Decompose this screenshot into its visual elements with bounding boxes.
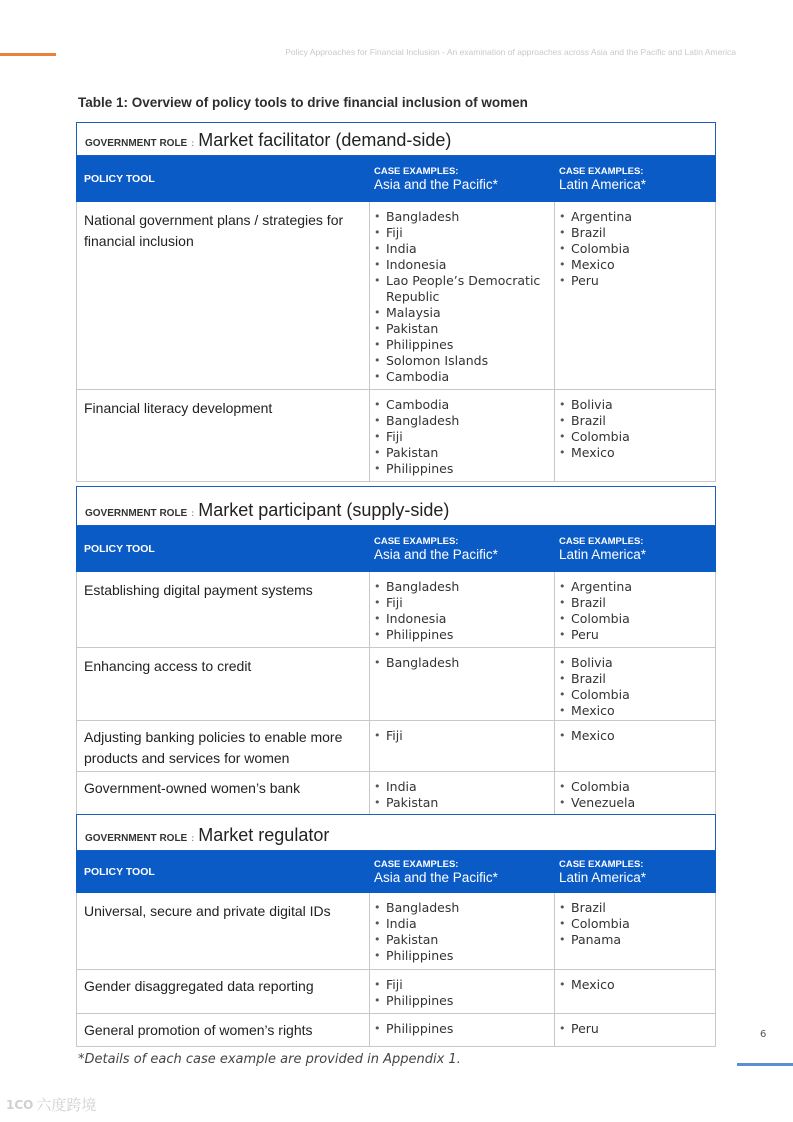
column-header-row bbox=[76, 526, 716, 572]
policy-tool-cell: Financial literacy development bbox=[77, 390, 370, 481]
section-market-facilitator bbox=[76, 122, 716, 482]
case-example-item: • Pakistan bbox=[374, 932, 550, 948]
latam-header bbox=[554, 156, 716, 202]
asia-pacific-label: Asia and the Pacific* bbox=[374, 547, 498, 562]
watermark-logo: 1CO bbox=[6, 1097, 34, 1112]
case-examples-label: CASE EXAMPLES: bbox=[559, 536, 644, 547]
case-example-item: • Lao People’s Democratic Republic bbox=[374, 273, 550, 305]
latam-cases-cell bbox=[555, 202, 715, 389]
latam-cases-cell bbox=[555, 970, 715, 1013]
case-example-item: • Mexico bbox=[559, 977, 711, 993]
government-role-header bbox=[76, 814, 716, 851]
case-example-item: • Bolivia bbox=[559, 655, 711, 671]
latam-cases-cell bbox=[555, 721, 715, 771]
policy-tool-cell: Enhancing access to credit bbox=[77, 648, 370, 720]
policy-tool-cell: Universal, secure and private digital IDs bbox=[77, 893, 370, 969]
page-number: 6 bbox=[760, 1029, 767, 1040]
table-title: Table 1: Overview of policy tools to drive financial inclusion of women bbox=[78, 95, 528, 110]
table-row bbox=[76, 390, 716, 482]
government-role-header bbox=[76, 486, 716, 526]
case-example-item: • Philippines bbox=[374, 461, 550, 477]
latam-header bbox=[554, 526, 716, 572]
government-role-label: GOVERNMENT ROLE bbox=[85, 508, 188, 519]
case-example-item: • Philippines bbox=[374, 993, 550, 1009]
case-example-item: • Bangladesh bbox=[374, 900, 550, 916]
section-market-regulator bbox=[76, 814, 716, 1047]
case-example-item: • Fiji bbox=[374, 728, 550, 744]
government-role-value: Market facilitator (demand-side) bbox=[198, 130, 452, 150]
policy-tool-header: POLICY TOOL bbox=[84, 173, 155, 185]
case-example-item: • Indonesia bbox=[374, 611, 550, 627]
header-accent-rule bbox=[0, 53, 56, 56]
running-header: Policy Approaches for Financial Inclusion - An examination of approaches across Asia and the Pacific and Latin America bbox=[285, 47, 736, 57]
case-example-item: • Fiji bbox=[374, 429, 550, 445]
latam-cases-cell bbox=[555, 648, 715, 720]
case-examples-label: CASE EXAMPLES: bbox=[374, 166, 459, 177]
table-row bbox=[76, 772, 716, 814]
case-example-item: • Argentina bbox=[559, 579, 711, 595]
column-header-row bbox=[76, 156, 716, 202]
case-example-item: • Philippines bbox=[374, 627, 550, 643]
latin-america-label: Latin America* bbox=[559, 870, 647, 885]
case-example-item: • Colombia bbox=[559, 429, 711, 445]
footer-accent-rule bbox=[737, 1063, 793, 1066]
asia-cases-cell bbox=[370, 893, 555, 969]
case-example-item: • Brazil bbox=[559, 595, 711, 611]
government-role-separator: : bbox=[191, 509, 195, 519]
case-example-item: • India bbox=[374, 241, 550, 257]
table-row bbox=[76, 202, 716, 390]
case-example-item: • Philippines bbox=[374, 948, 550, 964]
asia-cases-cell bbox=[370, 772, 555, 814]
case-example-item: • Mexico bbox=[559, 257, 711, 273]
asia-header bbox=[369, 851, 554, 893]
column-header-row bbox=[76, 851, 716, 893]
case-examples-label: CASE EXAMPLES: bbox=[559, 166, 644, 177]
case-examples-label: CASE EXAMPLES: bbox=[559, 859, 644, 870]
latam-cases-cell bbox=[555, 1014, 715, 1046]
asia-cases-cell bbox=[370, 202, 555, 389]
case-example-item: • Peru bbox=[559, 1021, 711, 1037]
asia-pacific-label: Asia and the Pacific* bbox=[374, 177, 498, 192]
case-example-item: • Brazil bbox=[559, 225, 711, 241]
case-examples-label: CASE EXAMPLES: bbox=[374, 859, 459, 870]
case-example-item: • Peru bbox=[559, 627, 711, 643]
case-example-item: • Fiji bbox=[374, 225, 550, 241]
case-example-item: • Philippines bbox=[374, 337, 550, 353]
case-example-item: • Cambodia bbox=[374, 369, 550, 385]
asia-cases-cell bbox=[370, 572, 555, 647]
policy-tool-cell: National government plans / strategies for financial inclusion bbox=[77, 202, 370, 389]
case-example-item: • India bbox=[374, 916, 550, 932]
case-example-item: • Colombia bbox=[559, 687, 711, 703]
footnote: *Details of each case example are provided in Appendix 1. bbox=[78, 1052, 461, 1067]
asia-cases-cell bbox=[370, 721, 555, 771]
table-row bbox=[76, 893, 716, 970]
case-example-item: • Brazil bbox=[559, 900, 711, 916]
case-example-item: • Colombia bbox=[559, 779, 711, 795]
policy-tool-header: POLICY TOOL bbox=[84, 866, 155, 878]
table-row bbox=[76, 1014, 716, 1047]
latam-cases-cell bbox=[555, 390, 715, 481]
latam-header bbox=[554, 851, 716, 893]
case-example-item: • Mexico bbox=[559, 445, 711, 461]
government-role-label: GOVERNMENT ROLE bbox=[85, 833, 188, 844]
latam-cases-cell bbox=[555, 572, 715, 647]
government-role-value: Market participant (supply-side) bbox=[198, 500, 450, 520]
case-example-item: • Panama bbox=[559, 932, 711, 948]
case-example-item: • Fiji bbox=[374, 595, 550, 611]
case-example-item: • Venezuela bbox=[559, 795, 711, 811]
case-example-item: • Mexico bbox=[559, 703, 711, 719]
case-example-item: • Mexico bbox=[559, 728, 711, 744]
latin-america-label: Latin America* bbox=[559, 547, 647, 562]
asia-cases-cell bbox=[370, 390, 555, 481]
asia-header bbox=[369, 526, 554, 572]
government-role-header bbox=[76, 122, 716, 156]
case-example-item: • Bangladesh bbox=[374, 209, 550, 225]
asia-pacific-label: Asia and the Pacific* bbox=[374, 870, 498, 885]
case-example-item: • Malaysia bbox=[374, 305, 550, 321]
section-market-participant bbox=[76, 486, 716, 814]
policy-tool-cell: General promotion of women’s rights bbox=[77, 1014, 370, 1046]
case-example-item: • Peru bbox=[559, 273, 711, 289]
policy-tool-header: POLICY TOOL bbox=[84, 543, 155, 555]
case-example-item: • Bangladesh bbox=[374, 413, 550, 429]
latam-cases-cell bbox=[555, 893, 715, 969]
case-example-item: • Cambodia bbox=[374, 397, 550, 413]
table-row bbox=[76, 721, 716, 772]
case-example-item: • Brazil bbox=[559, 671, 711, 687]
table-row bbox=[76, 970, 716, 1014]
case-example-item: • Brazil bbox=[559, 413, 711, 429]
case-example-item: • Indonesia bbox=[374, 257, 550, 273]
asia-cases-cell bbox=[370, 1014, 555, 1046]
government-role-label: GOVERNMENT ROLE bbox=[85, 138, 188, 149]
case-example-item: • Bolivia bbox=[559, 397, 711, 413]
watermark-text: 六度跨境 bbox=[36, 1096, 97, 1114]
case-examples-label: CASE EXAMPLES: bbox=[374, 536, 459, 547]
case-example-item: • Argentina bbox=[559, 209, 711, 225]
asia-cases-cell bbox=[370, 970, 555, 1013]
policy-tool-cell: Government-owned women’s bank bbox=[77, 772, 370, 814]
case-example-item: • Pakistan bbox=[374, 445, 550, 461]
case-example-item: • Philippines bbox=[374, 1021, 550, 1037]
case-example-item: • Colombia bbox=[559, 611, 711, 627]
government-role-separator: : bbox=[191, 834, 195, 844]
case-example-item: • Colombia bbox=[559, 241, 711, 257]
case-example-item: • Fiji bbox=[374, 977, 550, 993]
case-example-item: • Bangladesh bbox=[374, 655, 550, 671]
government-role-separator: : bbox=[191, 139, 195, 149]
latam-cases-cell bbox=[555, 772, 715, 814]
policy-tool-cell: Adjusting banking policies to enable more products and services for women bbox=[77, 721, 370, 771]
case-example-item: • Solomon Islands bbox=[374, 353, 550, 369]
case-example-item: • Bangladesh bbox=[374, 579, 550, 595]
government-role-value: Market regulator bbox=[198, 825, 330, 845]
asia-cases-cell bbox=[370, 648, 555, 720]
table-row bbox=[76, 572, 716, 648]
asia-header bbox=[369, 156, 554, 202]
policy-tool-cell: Establishing digital payment systems bbox=[77, 572, 370, 647]
table-row bbox=[76, 648, 716, 721]
case-example-item: • Colombia bbox=[559, 916, 711, 932]
case-example-item: • India bbox=[374, 779, 550, 795]
watermark bbox=[6, 1094, 96, 1115]
case-example-item: • Pakistan bbox=[374, 321, 550, 337]
case-example-item: • Pakistan bbox=[374, 795, 550, 811]
policy-tool-cell: Gender disaggregated data reporting bbox=[77, 970, 370, 1013]
latin-america-label: Latin America* bbox=[559, 177, 647, 192]
